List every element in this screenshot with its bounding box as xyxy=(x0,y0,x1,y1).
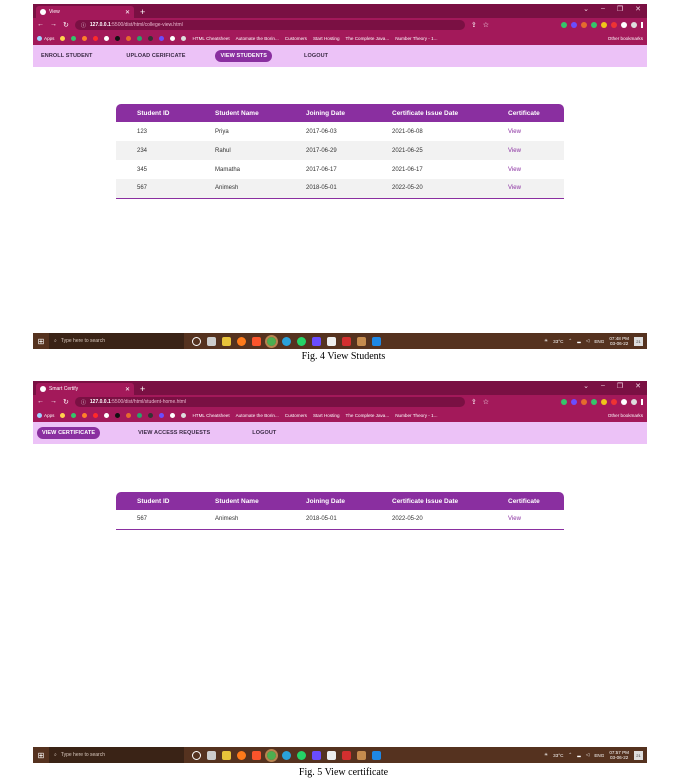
forward-icon[interactable]: → xyxy=(50,21,57,28)
clock[interactable] xyxy=(609,750,629,760)
extensions xyxy=(561,22,643,28)
close-tab-icon[interactable]: ✕ xyxy=(124,9,130,16)
cell-student-id: 234 xyxy=(116,141,194,160)
language[interactable]: ENG xyxy=(594,752,605,758)
back-icon[interactable]: ← xyxy=(37,21,44,28)
extension-icon[interactable] xyxy=(581,22,587,28)
nav-view-students[interactable]: VIEW STUDENTS xyxy=(215,50,272,62)
app-icon[interactable] xyxy=(357,337,366,346)
new-tab-icon[interactable]: + xyxy=(140,384,146,394)
bookmark-link[interactable]: Number Theory - 1... xyxy=(395,413,438,418)
bookmark-icon[interactable] xyxy=(104,36,109,41)
column-header: Student Name xyxy=(194,104,285,122)
whatsapp-icon[interactable] xyxy=(297,751,306,760)
url-path: :5500/dist/html/student-home.html xyxy=(110,399,187,405)
new-tab-icon[interactable]: + xyxy=(140,7,146,17)
clock-time: 07:57 PM xyxy=(609,750,629,755)
minimize-icon[interactable]: – xyxy=(600,5,605,12)
app-icon[interactable] xyxy=(312,751,321,760)
table-header-row xyxy=(116,492,564,510)
app-nav xyxy=(33,45,647,67)
notification-badge[interactable]: 21 xyxy=(634,337,643,346)
bookmark-link[interactable]: The Complete Java... xyxy=(345,36,390,41)
cell-student-name: Rahul xyxy=(194,141,285,160)
close-tab-icon[interactable]: ✕ xyxy=(124,386,130,393)
search-placeholder: Type here to search xyxy=(60,338,106,344)
bookmark-icon[interactable] xyxy=(126,36,131,41)
vscode-icon[interactable] xyxy=(372,337,381,346)
column-header: Certificate xyxy=(487,104,564,122)
clock-date: 03-06-22 xyxy=(609,341,629,346)
bookmark-link[interactable]: HTML Cheatsheet xyxy=(192,36,230,41)
view-certificate-link[interactable]: View xyxy=(508,516,521,523)
bookmark-link[interactable]: The Complete Java... xyxy=(345,413,390,418)
other-bookmarks[interactable]: Other bookmarks xyxy=(607,413,643,418)
url-path: :5500/dist/html/college-view.html xyxy=(110,22,183,28)
bookmark-icon[interactable] xyxy=(93,413,98,418)
cortana-icon[interactable] xyxy=(192,337,201,346)
clock[interactable] xyxy=(609,336,629,346)
bookmark-icon[interactable] xyxy=(60,36,65,41)
column-header: Certificate xyxy=(487,492,564,510)
extension-icon[interactable] xyxy=(601,22,607,28)
bookmark-link[interactable]: Customers xyxy=(284,413,307,418)
windows-icon[interactable]: ⊞ xyxy=(37,750,45,760)
address-bar xyxy=(33,18,647,32)
menu-icon[interactable] xyxy=(641,399,643,405)
chevron-down-icon[interactable]: ⌄ xyxy=(583,383,589,390)
notification-badge[interactable]: 21 xyxy=(634,751,643,760)
extension-icon[interactable] xyxy=(611,22,617,28)
close-window-icon[interactable]: ✕ xyxy=(635,383,641,390)
figure-caption: Fig. 4 View Students xyxy=(301,351,386,362)
column-header: Joining Date xyxy=(285,104,371,122)
bookmark-icon[interactable] xyxy=(159,413,164,418)
column-header: Student Name xyxy=(194,492,285,510)
students-table xyxy=(116,104,564,199)
tab-title: Smart Certify xyxy=(49,386,79,392)
column-header: Student ID xyxy=(116,492,194,510)
cell-joining-date: 2018-05-01 xyxy=(285,179,371,198)
url-host: 127.0.0.1 xyxy=(89,22,111,28)
table-row xyxy=(116,122,564,141)
taskbar-search[interactable] xyxy=(49,747,184,763)
bookmark-link[interactable]: Automate the Borin... xyxy=(235,413,279,418)
share-icon[interactable]: ⇪ xyxy=(470,22,477,29)
certificate-table xyxy=(116,492,564,530)
page-favicon-icon xyxy=(40,9,46,15)
column-header: Joining Date xyxy=(285,492,371,510)
taskbar-apps xyxy=(192,751,381,760)
system-tray xyxy=(544,336,647,346)
cell-issue-date: 2022-05-20 xyxy=(371,510,487,529)
whatsapp-icon[interactable] xyxy=(297,337,306,346)
window-controls xyxy=(583,382,641,390)
bookmark-icon[interactable] xyxy=(137,413,142,418)
star-icon[interactable]: ☆ xyxy=(482,22,490,29)
nav-enroll-student[interactable]: ENROLL STUDENT xyxy=(41,53,93,59)
bookmark-icon[interactable] xyxy=(181,413,186,418)
cell-student-id: 567 xyxy=(116,179,194,198)
task-view-icon[interactable] xyxy=(207,751,216,760)
screenshot-view-students xyxy=(33,4,647,349)
app-icon[interactable] xyxy=(357,751,366,760)
browser-tab-strip xyxy=(33,4,647,18)
weather-icon: ☀ xyxy=(544,752,549,757)
view-certificate-link[interactable]: View xyxy=(508,147,521,154)
reload-icon[interactable]: ↻ xyxy=(63,22,69,29)
task-view-icon[interactable] xyxy=(207,337,216,346)
extension-icon[interactable] xyxy=(591,399,597,405)
url-field[interactable] xyxy=(75,20,465,30)
nav-logout[interactable]: LOGOUT xyxy=(252,430,277,436)
extension-icon[interactable] xyxy=(561,399,567,405)
app-nav xyxy=(33,422,647,444)
column-header: Certificate Issue Date xyxy=(371,492,487,510)
table-row xyxy=(116,510,564,529)
telegram-icon[interactable] xyxy=(282,337,291,346)
view-certificate-link[interactable]: View xyxy=(508,185,521,192)
bookmark-apps[interactable]: Apps xyxy=(37,36,54,41)
url-field[interactable] xyxy=(75,397,465,407)
bookmark-link[interactable]: Start Hosting xyxy=(312,413,340,418)
notion-icon[interactable] xyxy=(327,337,336,346)
chevron-down-icon[interactable]: ⌄ xyxy=(583,6,589,13)
nav-logout[interactable]: LOGOUT xyxy=(304,53,329,59)
browser-tab[interactable] xyxy=(36,6,134,18)
extension-icon[interactable] xyxy=(601,399,607,405)
screenshot-view-certificate xyxy=(33,381,647,766)
windows-taskbar xyxy=(33,333,647,349)
chevron-up-icon[interactable]: ⌃ xyxy=(568,752,573,757)
cortana-icon[interactable] xyxy=(192,751,201,760)
cell-joining-date: 2017-06-29 xyxy=(285,141,371,160)
nav-upload-certificate[interactable]: UPLOAD CERIFICATE xyxy=(126,53,186,59)
maximize-icon[interactable]: ❐ xyxy=(616,6,624,13)
bookmark-icon[interactable] xyxy=(181,36,186,41)
brave-icon[interactable] xyxy=(252,337,261,346)
address-bar xyxy=(33,395,647,409)
cell-student-id: 345 xyxy=(137,166,148,173)
extension-icon[interactable] xyxy=(591,22,597,28)
browser-tab[interactable] xyxy=(36,383,134,395)
browser-tab-strip xyxy=(33,381,647,395)
cell-student-name: Animesh xyxy=(194,510,285,529)
share-icon[interactable]: ⇪ xyxy=(470,399,477,406)
nav-view-certificate[interactable]: VIEW CERTIFICATE xyxy=(37,427,100,439)
extension-icon[interactable] xyxy=(611,399,617,405)
clock-time: 07:48 PM xyxy=(609,336,629,341)
cell-issue-date: 2021-06-17 xyxy=(392,166,423,173)
telegram-icon[interactable] xyxy=(282,751,291,760)
cell-student-id: 123 xyxy=(137,128,148,135)
back-icon[interactable]: ← xyxy=(37,398,44,405)
column-header: Student ID xyxy=(116,104,194,122)
chrome-icon[interactable] xyxy=(267,751,276,760)
puzzle-icon[interactable] xyxy=(621,399,627,405)
table-row xyxy=(116,179,564,198)
brave-icon[interactable] xyxy=(252,751,261,760)
extension-icon[interactable] xyxy=(581,399,587,405)
avatar[interactable] xyxy=(631,399,637,405)
search-icon: ⌕ xyxy=(54,752,57,758)
app-icon[interactable] xyxy=(312,337,321,346)
extension-icon[interactable] xyxy=(571,22,577,28)
page-favicon-icon xyxy=(40,386,46,392)
bookmark-icon[interactable] xyxy=(71,36,76,41)
menu-icon[interactable] xyxy=(641,22,643,28)
cell-student-name: Mamatha xyxy=(215,166,241,173)
bookmarks-bar xyxy=(33,32,647,45)
extension-icon[interactable] xyxy=(561,22,567,28)
bookmark-icon[interactable] xyxy=(60,413,65,418)
puzzle-icon[interactable] xyxy=(621,22,627,28)
bookmark-icon[interactable] xyxy=(148,36,153,41)
avatar[interactable] xyxy=(631,22,637,28)
close-window-icon[interactable]: ✕ xyxy=(635,6,641,13)
tab-title: View xyxy=(49,9,60,15)
bookmark-icon[interactable] xyxy=(104,413,109,418)
info-icon: ⓘ xyxy=(80,399,86,406)
file-explorer-icon[interactable] xyxy=(222,751,231,760)
system-tray xyxy=(544,750,647,760)
bookmark-link[interactable]: Start Hosting xyxy=(312,36,340,41)
bookmarks-bar xyxy=(33,409,647,422)
view-certificate-link[interactable]: View xyxy=(508,166,521,173)
bookmark-apps[interactable]: Apps xyxy=(37,413,54,418)
table-header-row xyxy=(116,104,564,122)
reload-icon[interactable]: ↻ xyxy=(63,399,69,406)
language[interactable]: ENG xyxy=(594,338,605,344)
bookmark-icon[interactable] xyxy=(170,413,175,418)
chevron-up-icon[interactable]: ⌃ xyxy=(568,338,573,343)
taskbar-search[interactable] xyxy=(49,333,184,349)
app-icon[interactable] xyxy=(342,337,351,346)
search-icon: ⌕ xyxy=(54,338,57,344)
bookmark-icon[interactable] xyxy=(82,36,87,41)
clock-date: 03-06-22 xyxy=(609,755,629,760)
cell-issue-date: 2022-05-20 xyxy=(371,179,487,198)
url-host: 127.0.0.1 xyxy=(89,399,111,405)
bookmark-icon[interactable] xyxy=(148,413,153,418)
windows-icon[interactable]: ⊞ xyxy=(37,336,45,346)
bookmark-icon[interactable] xyxy=(159,36,164,41)
cell-issue-date: 2021-06-25 xyxy=(371,141,487,160)
window-controls xyxy=(583,5,641,13)
bookmark-link[interactable]: Number Theory - 1... xyxy=(395,36,438,41)
bookmark-icon[interactable] xyxy=(71,413,76,418)
weather-temp: 33°C xyxy=(553,752,564,758)
extensions xyxy=(561,399,643,405)
bookmark-icon[interactable] xyxy=(115,413,120,418)
cell-student-name: Priya xyxy=(215,128,229,135)
firefox-icon[interactable] xyxy=(237,337,246,346)
bookmark-icon[interactable] xyxy=(170,36,175,41)
cell-issue-date: 2021-06-08 xyxy=(392,128,423,135)
bookmark-icon[interactable] xyxy=(82,413,87,418)
table-row xyxy=(116,160,564,179)
cell-joining-date: 2017-06-17 xyxy=(306,166,337,173)
column-header: Certificate Issue Date xyxy=(371,104,487,122)
bookmark-icon[interactable] xyxy=(126,413,131,418)
table-row xyxy=(116,141,564,160)
app-icon[interactable] xyxy=(342,751,351,760)
bookmark-icon[interactable] xyxy=(115,36,120,41)
notion-icon[interactable] xyxy=(327,751,336,760)
weather-icon: ☀ xyxy=(544,338,549,343)
taskbar-apps xyxy=(192,337,381,346)
forward-icon[interactable]: → xyxy=(50,398,57,405)
bookmark-icon[interactable] xyxy=(93,36,98,41)
cell-student-name: Animesh xyxy=(194,179,285,198)
weather-temp: 33°C xyxy=(553,338,564,344)
volume-icon[interactable]: ◁ xyxy=(585,752,590,757)
bookmark-link[interactable]: HTML Cheatsheet xyxy=(192,413,230,418)
search-placeholder: Type here to search xyxy=(60,752,106,758)
windows-taskbar xyxy=(33,747,647,763)
figure-caption: Fig. 5 View certificate xyxy=(298,767,389,778)
nav-view-access-requests[interactable]: VIEW ACCESS REQUESTS xyxy=(138,430,211,436)
bookmark-link[interactable]: Automate the Borin... xyxy=(235,36,279,41)
apps-icon xyxy=(37,36,42,41)
info-icon: ⓘ xyxy=(80,22,86,29)
bookmark-link[interactable]: Customers xyxy=(284,36,307,41)
cell-student-id: 567 xyxy=(116,510,194,529)
vscode-icon[interactable] xyxy=(372,751,381,760)
minimize-icon[interactable]: – xyxy=(600,382,605,389)
star-icon[interactable]: ☆ xyxy=(482,399,490,406)
other-bookmarks[interactable]: Other bookmarks xyxy=(607,36,643,41)
volume-icon[interactable]: ◁ xyxy=(585,338,590,343)
chrome-icon[interactable] xyxy=(267,337,276,346)
view-certificate-link[interactable]: View xyxy=(508,128,521,135)
cell-joining-date: 2018-05-01 xyxy=(285,510,371,529)
network-icon[interactable]: ▂ xyxy=(577,338,581,343)
extension-icon[interactable] xyxy=(571,399,577,405)
network-icon[interactable]: ▂ xyxy=(577,752,581,757)
apps-icon xyxy=(37,413,42,418)
maximize-icon[interactable]: ❐ xyxy=(616,383,624,390)
bookmark-icon[interactable] xyxy=(137,36,142,41)
cell-joining-date: 2017-06-03 xyxy=(306,128,337,135)
firefox-icon[interactable] xyxy=(237,751,246,760)
file-explorer-icon[interactable] xyxy=(222,337,231,346)
